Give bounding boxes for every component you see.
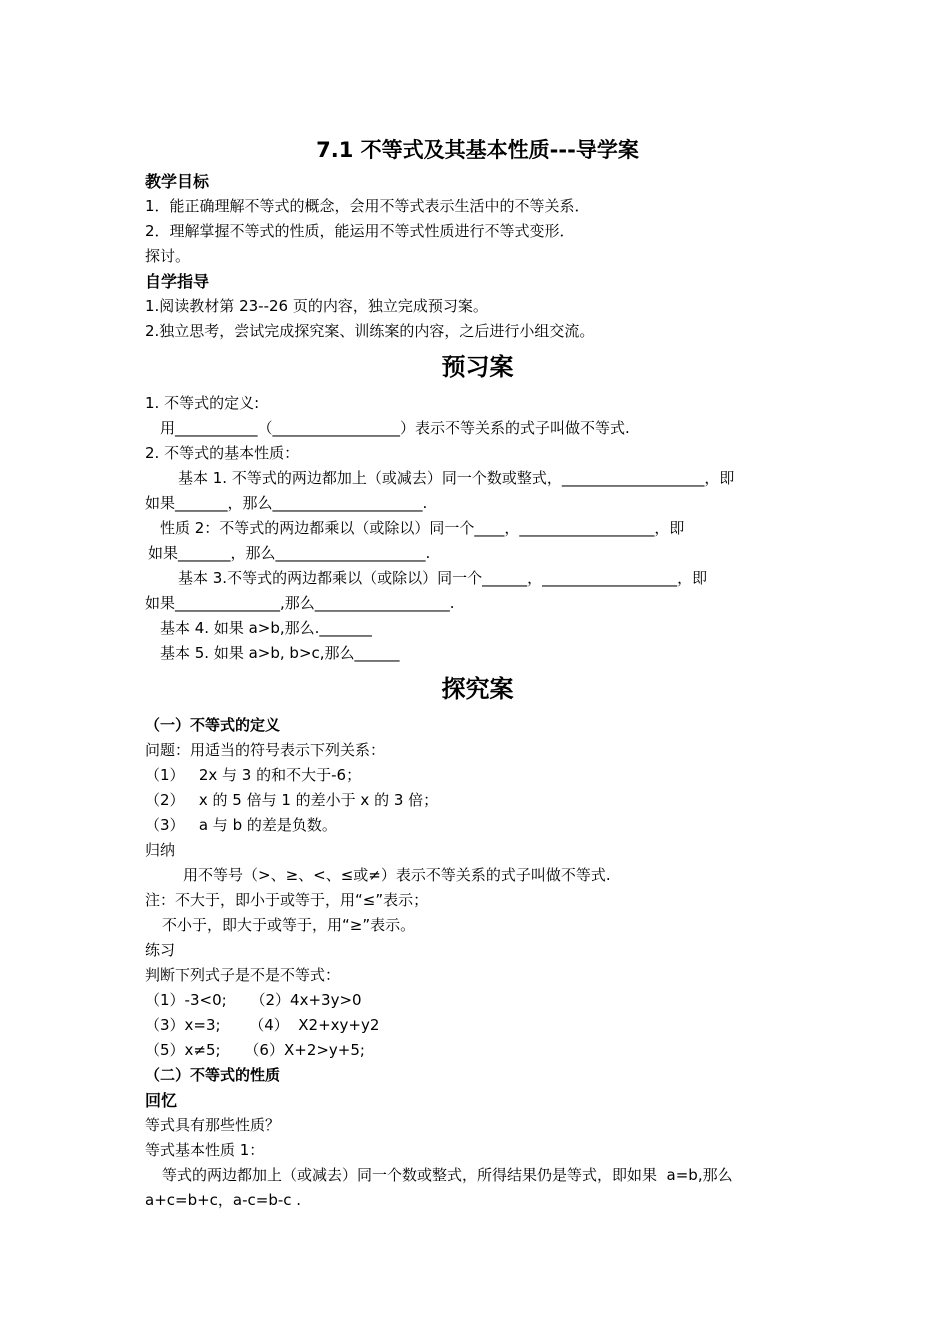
question-text: 问题：用适当的符号表示下列关系： [145,741,386,759]
recall-heading: 回忆 [145,1091,178,1110]
summary-label: 归纳 [145,841,176,859]
practice-label: 练习 [145,941,176,959]
preview-line: 基本 1. 不等式的两边都加上（或减去）同一个数或整式，___________________，即 [178,469,735,487]
guide-item: 1.阅读教材第 23--26 页的内容，独立完成预习案。 [145,297,488,315]
explore-heading: 探究案 [441,675,514,703]
preview-line: 2. 不等式的基本性质： [145,444,300,462]
preview-line: 基本 4. 如果 a>b,那么._______ [160,619,372,637]
practice-item: （3）x=3; （4） X2+xy+y2 [145,1016,380,1034]
goal-item: 1．能正确理解不等式的概念，会用不等式表示生活中的不等关系． [145,197,590,215]
preview-line: 如果______________,那么__________________. [145,594,455,612]
note-line: 注：不大于，即小于或等于，用“≤”表示； [145,891,429,909]
document-page [145,135,810,1213]
preview-line: 用___________（_________________）表示不等关系的式子叫做不等式. [160,419,630,437]
question-item: （2） x 的 5 倍与 1 的差小于 x 的 3 倍； [145,791,439,809]
goal-item: 探讨。 [145,247,191,265]
practice-prompt: 判断下列式子是不是不等式： [145,966,341,984]
goal-item: 2．理解掌握不等式的性质，能运用不等式性质进行不等式变形． [145,222,575,240]
eq-property-text: 等式的两边都加上（或减去）同一个数或整式，所得结果仍是等式，即如果 a=b,那么 [162,1166,733,1184]
preview-line: 如果_______，那么____________________. [145,494,428,512]
practice-item: （5）x≠5; （6）X+2>y+5; [145,1041,365,1059]
eq-property-label: 等式基本性质 1： [145,1141,265,1159]
preview-line: 基本 5. 如果 a>b, b>c,那么______ [160,644,400,662]
recall-question: 等式具有那些性质？ [145,1116,281,1134]
preview-line: 如果_______，那么____________________. [148,544,431,562]
guide-item: 2.独立思考，尝试完成探究案、训练案的内容，之后进行小组交流。 [145,322,595,340]
eq-property-text: a+c=b+c，a-c=b-c . [145,1191,302,1209]
question-item: （1） 2x 与 3 的和不大于-6； [145,766,362,784]
question-item: （3） a 与 b 的差是负数。 [145,816,337,834]
guide-heading: 自学指导 [145,272,210,291]
note-line: 不小于，即大于或等于，用“≥”表示。 [162,916,416,934]
part2-title: （二）不等式的性质 [145,1066,281,1084]
goals-heading: 教学目标 [145,172,210,191]
summary-text: 用不等号（>、≥、<、≤或≠）表示不等关系的式子叫做不等式. [183,866,611,884]
part1-title: （一）不等式的定义 [145,716,281,734]
practice-item: （1）-3<0; （2）4x+3y>0 [145,991,362,1009]
preview-heading: 预习案 [441,353,514,381]
preview-line: 性质 2：不等式的两边都乘以（或除以）同一个____，__________________，即 [160,519,685,537]
document-title: 7.1 不等式及其基本性质---导学案 [316,138,639,162]
preview-line: 1. 不等式的定义: [145,394,260,412]
preview-line: 基本 3.不等式的两边都乘以（或除以）同一个______，__________________，即 [178,569,708,587]
